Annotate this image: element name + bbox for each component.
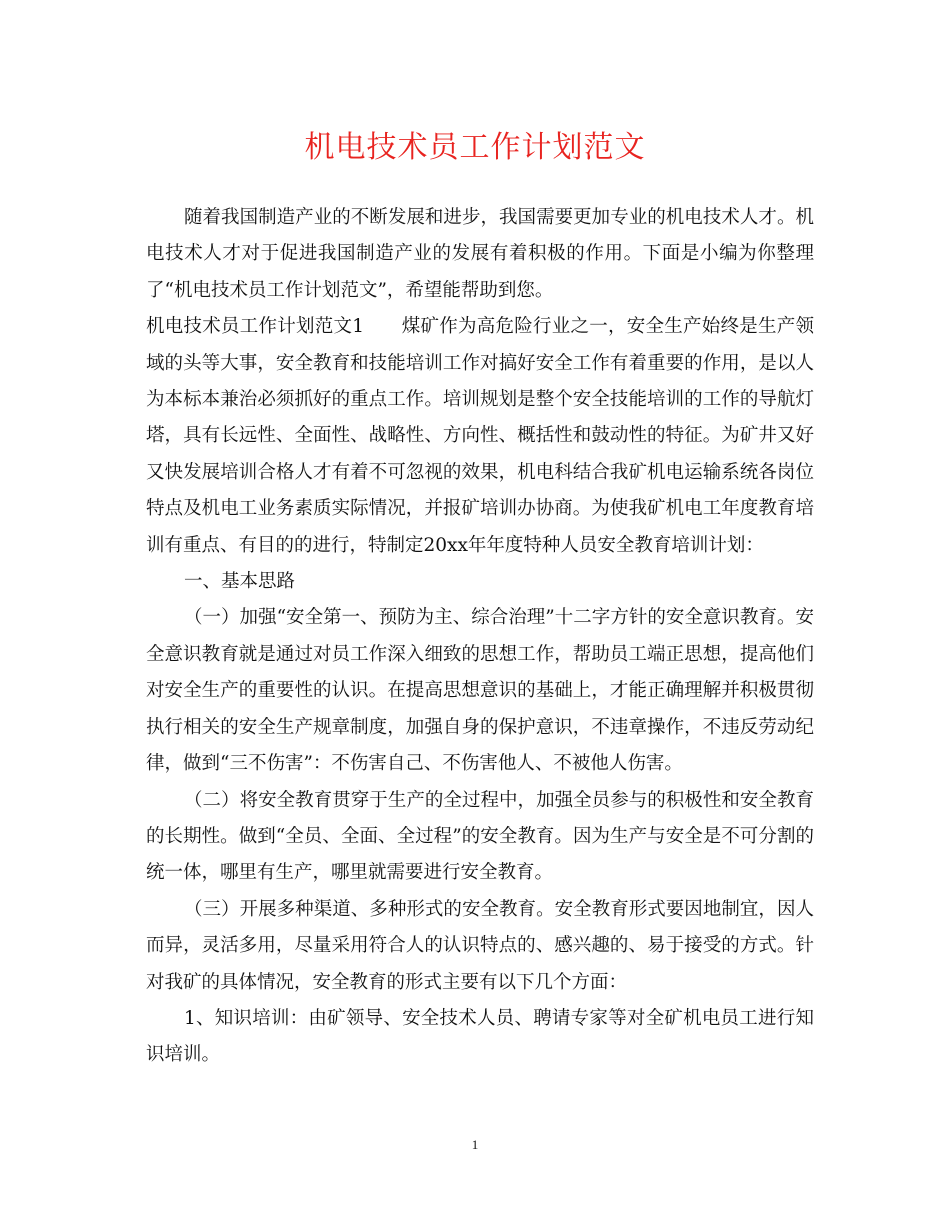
plan-one-paragraph: 机电技术员工作计划范文1 煤矿作为高危险行业之一，安全生产始终是生产领域的头等大事，安全教育和技能培训工作对搞好安全工作有着重要的作用，是以人为本标本兼治必须抓好的重点工作。培训规划是整个安全技能培训的工作的导航灯塔，具有长远性、全面性、战略性、方向性、概括性和鼓动性的特征。为矿井又好又快发展培训合格人才有着不可忽视的效果，机电科结合我矿机电运输系统各岗位特点及机电工业务素质实际情况，并报矿培训办协商。为使我矿机电工年度教育培训有重点、有目的的进行，特制定20xx年年度特种人员安全教育培训计划： [146, 316, 814, 556]
document-body [146, 200, 814, 1074]
item-three-paragraph: （三）开展多种渠道、多种形式的安全教育。安全教育形式要因地制宜，因人而异，灵活多用，尽量采用符合人的认识特点的、感兴趣的、易于接受的方式。针对我矿的具体情况，安全教育的形式主要有以下几个方面： [146, 898, 814, 993]
document-title: 机电技术员工作计划范文 [304, 130, 646, 165]
page-number: 1 [471, 1137, 479, 1152]
item-two-paragraph: （二）将安全教育贯穿于生产的全过程中，加强全员参与的积极性和安全教育的长期性。做到“全员、全面、全过程”的安全教育。因为生产与安全是不可分割的统一体，哪里有生产，哪里就需要进行安全教育。 [146, 789, 814, 884]
knowledge-training-paragraph: 1、知识培训：由矿领导、安全技术人员、聘请专家等对全矿机电员工进行知识培训。 [146, 1007, 814, 1066]
item-one-paragraph: （一）加强“安全第一、预防为主、综合治理”十二字方针的安全意识教育。安全意识教育就是通过对员工作深入细致的思想工作，帮助员工端正思想，提高他们对安全生产的重要性的认识。在提高思想意识的基础上，才能正确理解并积极贯彻执行相关的安全生产规章制度，加强自身的保护意识，不违章操作，不违反劳动纪律，做到“三不伤害”：不伤害自己、不伤害他人、不被他人伤害。 [146, 607, 814, 775]
intro-paragraph: 随着我国制造产业的不断发展和进步，我国需要更加专业的机电技术人才。机电技术人才对于促进我国制造产业的发展有着积极的作用。下面是小编为你整理了“机电技术员工作计划范文”，希望能帮助到您。 [146, 207, 814, 301]
section-heading-basic-approach: 一、基本思路 [184, 571, 296, 593]
